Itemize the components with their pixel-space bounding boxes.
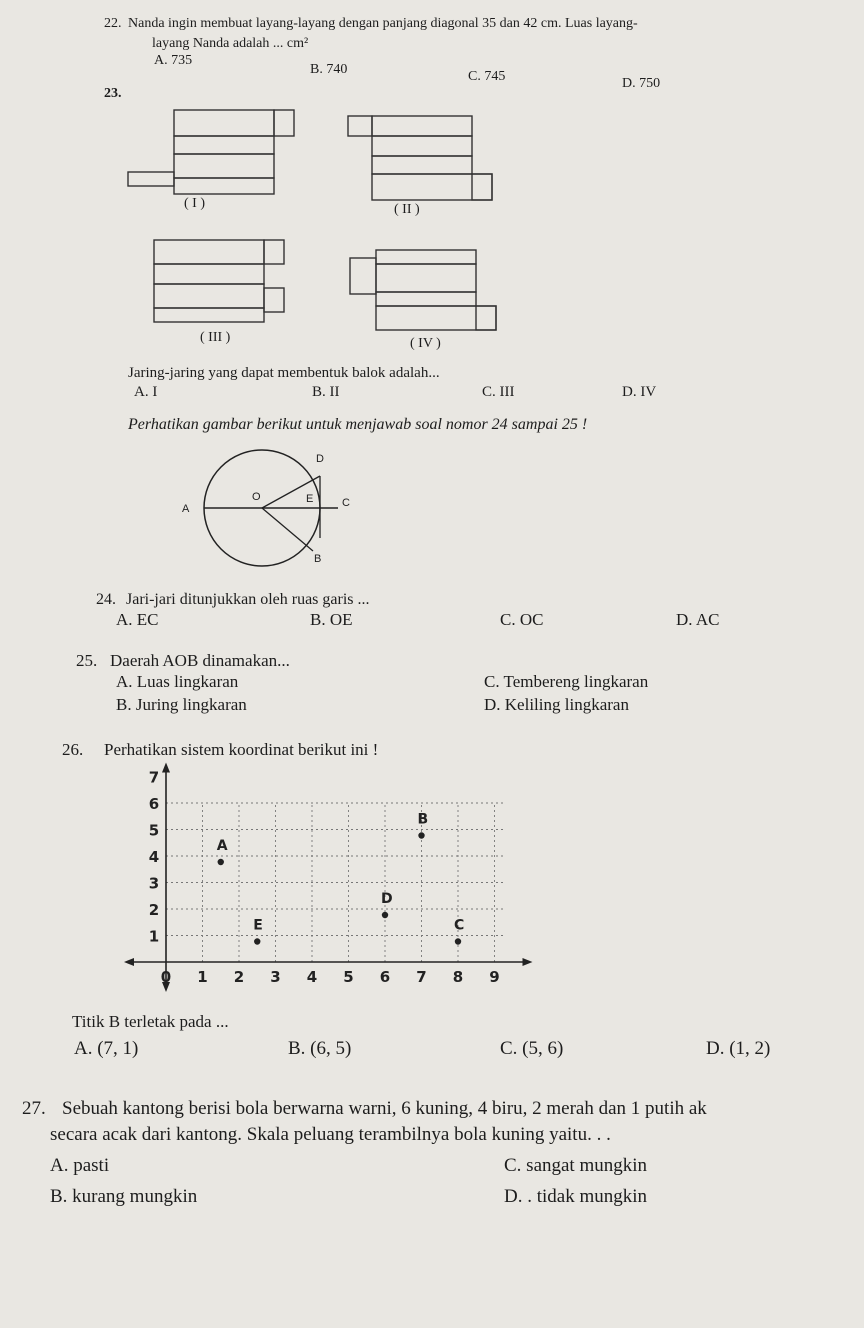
data-label-c: C [454, 917, 465, 934]
q23-option-c[interactable]: C. III [482, 384, 515, 400]
net-1-label: ( I ) [184, 196, 205, 211]
q24-option-a[interactable]: A. EC [116, 610, 159, 629]
q26-option-d[interactable]: D. (1, 2) [706, 1038, 771, 1059]
point-label-d: D [316, 453, 324, 465]
x-tick-label: 8 [452, 968, 464, 986]
q26-option-a[interactable]: A. (7, 1) [74, 1038, 139, 1059]
q23-option-a[interactable]: A. I [134, 384, 158, 400]
q26-option-c[interactable]: C. (5, 6) [500, 1038, 564, 1059]
q22-number: 22. [104, 16, 122, 31]
x-tick-label: 5 [343, 968, 354, 986]
q22-option-d[interactable]: D. 750 [622, 76, 661, 91]
q27-option-d[interactable]: D. . tidak mungkin [504, 1186, 648, 1207]
data-label-d: D [381, 891, 393, 907]
y-tick-label: 6 [148, 795, 160, 813]
point-label-c: C [342, 497, 350, 509]
data-label-a: A [216, 838, 228, 854]
q24-question: Jari-jari ditunjukkan oleh ruas garis ... [126, 591, 370, 608]
q25-number: 25. [76, 651, 98, 670]
y-tick-label: 5 [148, 821, 160, 840]
q25-option-d[interactable]: D. Keliling lingkaran [484, 695, 629, 714]
point-label-e: E [306, 493, 314, 505]
x-tick-label: 1 [197, 968, 208, 986]
y-tick-label: 3 [148, 874, 160, 893]
q24-option-c[interactable]: C. OC [500, 610, 544, 629]
y-tick-label: 4 [148, 848, 160, 866]
q25-option-a[interactable]: A. Luas lingkaran [116, 672, 239, 691]
data-point-d [382, 912, 388, 918]
net-4-label: ( IV ) [410, 336, 441, 351]
q27-text-line1: Sebuah kantong berisi bola berwarna warni, 6 kuning, 4 biru, 2 merah dan 1 putih ak [62, 1098, 707, 1119]
x-tick-label: 9 [489, 968, 500, 986]
y-tick-label: 7 [148, 768, 160, 787]
net-3-label: ( III ) [200, 330, 231, 345]
y-tick-label: 2 [148, 901, 160, 919]
q27-text-line2: secara acak dari kantong. Skala peluang terambilnya bola kuning yaitu. . . [50, 1124, 611, 1145]
q26-prompt: Titik B terletak pada ... [72, 1012, 229, 1031]
data-point-e [254, 938, 260, 944]
q23-option-d[interactable]: D. IV [622, 384, 657, 400]
q22-option-a[interactable]: A. 735 [154, 53, 193, 68]
data-point-b [418, 832, 424, 838]
x-tick-label: 3 [270, 968, 281, 986]
q24-number: 24. [96, 591, 116, 608]
x-axis-arrow-right [523, 958, 533, 966]
x-tick-label: 2 [233, 968, 245, 986]
point-label-b: B [314, 553, 322, 565]
instruction-text: Perhatikan gambar berikut untuk menjawab soal nomor 24 sampai 25 ! [128, 416, 588, 433]
q22-option-c[interactable]: C. 745 [468, 69, 506, 84]
q23-question: Jaring-jaring yang dapat membentuk balok adalah... [128, 365, 440, 381]
x-tick-label: 6 [379, 968, 391, 986]
x-axis-arrow-left [124, 958, 134, 966]
q22-text-line2: layang Nanda adalah ... cm² [152, 36, 309, 51]
y-axis-arrow-up [162, 763, 170, 773]
q26-question: Perhatikan sistem koordinat berikut ini ! [104, 740, 379, 759]
q27-option-a[interactable]: A. pasti [50, 1155, 110, 1176]
x-tick-label: 0 [160, 968, 172, 986]
q27-number: 27. [22, 1098, 46, 1119]
data-label-e: E [253, 917, 263, 934]
q23-option-b[interactable]: B. II [312, 384, 340, 400]
q25-option-b[interactable]: B. Juring lingkaran [116, 695, 247, 714]
point-label-o: O [252, 491, 261, 503]
q22-option-b[interactable]: B. 740 [310, 62, 348, 77]
x-tick-label: 7 [416, 968, 427, 986]
q22-text-line1: Nanda ingin membuat layang-layang dengan panjang diagonal 35 dan 42 cm. Luas layang- [128, 16, 638, 31]
q24-option-b[interactable]: B. OE [310, 610, 353, 629]
data-label-b: B [417, 811, 429, 828]
net-2-label: ( II ) [394, 202, 420, 217]
q27-option-b[interactable]: B. kurang mungkin [50, 1186, 198, 1207]
data-point-c [455, 938, 461, 944]
data-point-a [218, 859, 224, 865]
q25-question: Daerah AOB dinamakan... [110, 651, 290, 670]
x-tick-label: 4 [306, 968, 318, 986]
q26-option-b[interactable]: B. (6, 5) [288, 1038, 352, 1059]
q24-option-d[interactable]: D. AC [676, 610, 720, 629]
point-label-a: A [182, 503, 190, 515]
q23-number: 23. [104, 86, 122, 101]
q25-option-c[interactable]: C. Tembereng lingkaran [484, 672, 649, 691]
y-tick-label: 1 [148, 927, 160, 946]
q27-option-c[interactable]: C. sangat mungkin [504, 1155, 648, 1176]
q26-number: 26. [62, 740, 84, 759]
